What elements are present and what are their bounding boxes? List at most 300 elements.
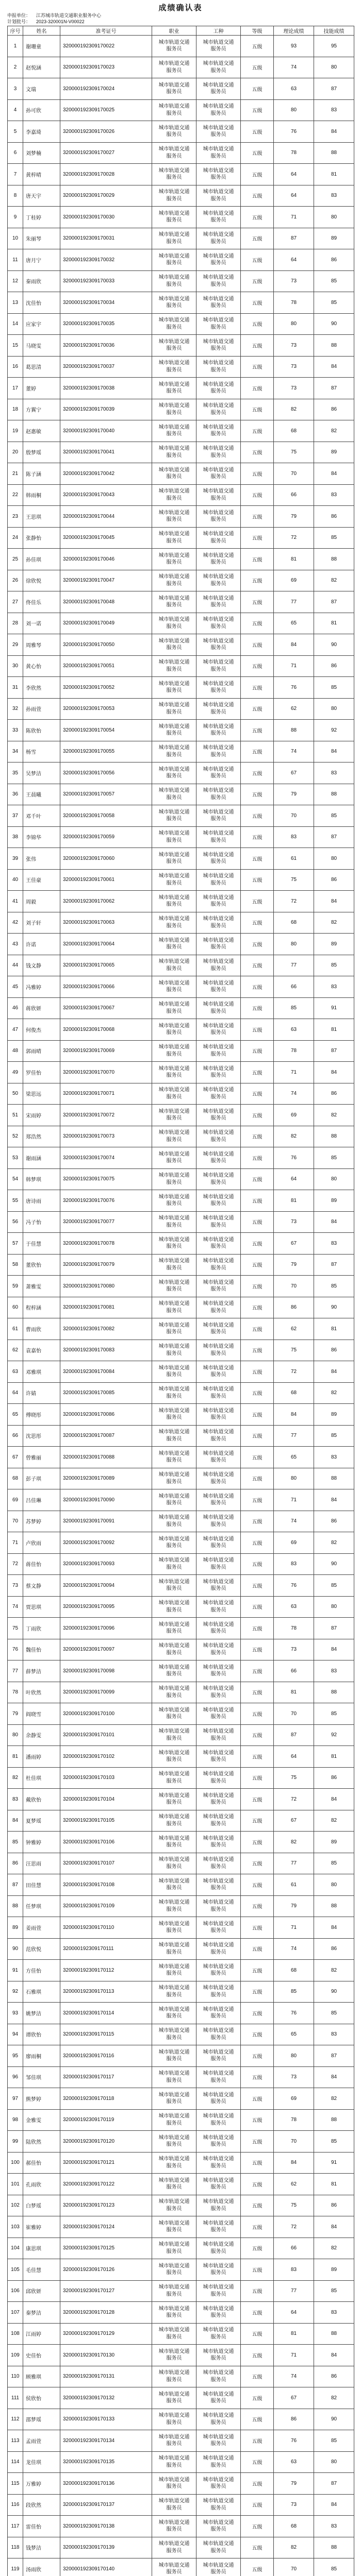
level: 五级	[252, 1733, 262, 1739]
trade-cell	[196, 912, 241, 934]
trade-cell	[196, 2537, 241, 2558]
level-cell	[241, 1660, 274, 1682]
occupation-cell	[152, 142, 196, 164]
trade-cell	[196, 78, 241, 100]
student-name-cell	[23, 1789, 60, 1810]
theory-score: 82	[290, 406, 297, 413]
score-table	[7, 26, 354, 2576]
theory-score-cell	[274, 720, 314, 741]
occupation: 城市轨道交通服务员	[158, 2348, 190, 2362]
student-name-cell	[23, 1660, 60, 1682]
theory-score-cell	[274, 741, 314, 762]
theory-score: 79	[290, 1903, 297, 1909]
exam-id-cell	[60, 2516, 152, 2537]
skill-score: 88	[331, 2331, 337, 2337]
theory-score-cell	[274, 826, 314, 848]
trade-cell	[196, 2216, 241, 2238]
student-name-cell	[23, 2409, 60, 2430]
theory-score: 61	[290, 1882, 297, 1888]
student-name: 陈欣怡	[26, 728, 41, 734]
level: 五级	[252, 1434, 262, 1440]
level: 五级	[252, 899, 262, 905]
level: 五级	[252, 1990, 262, 1996]
trade-cell	[196, 2366, 241, 2387]
student-name: 冯雅婷	[26, 985, 41, 991]
level-cell	[241, 1767, 274, 1789]
theory-score: 71	[290, 2352, 297, 2358]
occupation-cell	[152, 2109, 196, 2131]
occupation: 城市轨道交通服务员	[158, 2156, 190, 2169]
occupation: 城市轨道交通服务员	[158, 1857, 190, 1870]
student-name: 蔡文静	[26, 1583, 41, 1589]
occupation: 城市轨道交通服务员	[158, 1386, 190, 1399]
student-name: 白梦瑶	[26, 2204, 41, 2210]
trade: 城市轨道交通服务员	[203, 1771, 234, 1784]
trade-cell	[196, 270, 241, 292]
level-cell	[241, 356, 274, 378]
theory-score-cell	[274, 2109, 314, 2131]
skill-score-cell	[314, 335, 354, 357]
exam-id: 320000192309170088	[63, 1454, 115, 1460]
theory-score: 87	[290, 1732, 297, 1738]
exam-id-cell	[60, 2302, 152, 2324]
student-name: 李锦华	[26, 835, 41, 841]
row-number: 14	[12, 321, 19, 327]
student-name-cell	[23, 142, 60, 164]
student-name-cell	[23, 2516, 60, 2537]
exam-id-cell	[60, 784, 152, 805]
exam-id-cell	[60, 1660, 152, 1682]
exam-id: 320000192309170121	[63, 2160, 115, 2166]
row-number-cell	[8, 270, 23, 292]
occupation: 城市轨道交通服务员	[158, 1023, 190, 1036]
table-row	[8, 99, 354, 121]
student-name: 陆欣然	[26, 2139, 41, 2145]
level-cell	[241, 1938, 274, 1960]
header-label: 工种	[213, 29, 224, 35]
trade: 城市轨道交通服务员	[203, 1087, 234, 1100]
skill-score-cell	[314, 2280, 354, 2302]
row-number: 113	[11, 2437, 20, 2444]
level: 五级	[252, 814, 262, 820]
skill-score-cell	[314, 1532, 354, 1554]
trade-cell	[196, 1618, 241, 1639]
student-name-cell	[23, 2066, 60, 2088]
theory-score-cell	[274, 2024, 314, 2045]
level-cell	[241, 634, 274, 656]
trade: 城市轨道交通服务员	[203, 125, 234, 138]
student-name: 殷梦瑶	[26, 450, 41, 456]
level: 五级	[252, 1519, 262, 1526]
theory-score: 68	[290, 1390, 297, 1396]
student-name: 朱丽琴	[26, 236, 41, 243]
occupation: 城市轨道交通服务员	[158, 1579, 190, 1592]
trade: 城市轨道交通服务员	[203, 467, 234, 480]
exam-id-cell	[60, 1361, 152, 1383]
table-row	[8, 613, 354, 634]
exam-id-cell	[60, 1511, 152, 1532]
table-row	[8, 826, 354, 848]
exam-id: 320000192309170085	[63, 1390, 115, 1396]
occupation-cell	[152, 1639, 196, 1660]
student-name: 宋雨婷	[26, 1113, 41, 1119]
table-row	[8, 57, 354, 78]
theory-score-cell	[274, 2387, 314, 2409]
theory-score: 82	[290, 1133, 297, 1140]
occupation-cell	[152, 1596, 196, 1618]
level: 五级	[252, 942, 262, 948]
occupation: 城市轨道交通服务员	[158, 1878, 190, 1891]
exam-id: 320000192309170100	[63, 1710, 115, 1717]
skill-score-cell	[314, 1254, 354, 1276]
trade: 城市轨道交通服务员	[203, 1173, 234, 1185]
theory-score-cell	[274, 2473, 314, 2495]
trade-cell	[196, 2280, 241, 2302]
skill-score: 89	[331, 1197, 337, 1204]
header-label: 职业	[169, 29, 179, 35]
trade-cell	[196, 292, 241, 314]
student-name: 孙雨萱	[26, 707, 41, 713]
theory-score-cell	[274, 1489, 314, 1511]
student-name-cell	[23, 1318, 60, 1340]
theory-score: 67	[290, 770, 297, 776]
skill-score-cell	[314, 1468, 354, 1489]
student-name: 杨雪	[26, 750, 36, 756]
theory-score: 79	[290, 1262, 297, 1268]
trade-cell	[196, 1660, 241, 1682]
theory-score: 77	[290, 962, 297, 969]
table-row	[8, 2280, 354, 2302]
occupation-cell	[152, 185, 196, 207]
exam-id-cell	[60, 2088, 152, 2110]
theory-score-cell	[274, 2066, 314, 2088]
occupation-cell	[152, 912, 196, 934]
exam-id: 320000192309170050	[63, 641, 115, 648]
skill-score: 89	[331, 941, 337, 947]
level-cell	[241, 2537, 274, 2558]
skill-score: 86	[331, 406, 337, 413]
level-cell	[241, 1917, 274, 1939]
row-number: 42	[12, 920, 19, 926]
row-number-cell	[8, 549, 23, 570]
table-row	[8, 634, 354, 656]
row-number: 108	[11, 2331, 20, 2337]
level: 五级	[252, 1776, 262, 1782]
skill-score: 87	[331, 834, 337, 840]
theory-score: 78	[290, 1625, 297, 1631]
trade-cell	[196, 613, 241, 634]
trade: 城市轨道交通服务员	[203, 510, 234, 523]
level: 五级	[252, 878, 262, 884]
row-number-cell	[8, 1938, 23, 1960]
table-row	[8, 335, 354, 357]
level: 五级	[252, 835, 262, 841]
student-name: 江雨婷	[26, 2332, 41, 2338]
level: 五级	[252, 1968, 262, 1974]
occupation: 城市轨道交通服务员	[158, 980, 190, 993]
header-label: 姓名	[36, 29, 47, 35]
table-row	[8, 1447, 354, 1468]
header-name	[23, 26, 60, 36]
trade: 城市轨道交通服务员	[203, 1835, 234, 1849]
skill-score: 80	[331, 2459, 337, 2465]
student-name-cell	[23, 2003, 60, 2024]
level: 五级	[252, 2246, 262, 2252]
theory-score-cell	[274, 2238, 314, 2259]
trade-cell	[196, 1639, 241, 1660]
row-number: 44	[12, 962, 19, 969]
row-number-cell	[8, 164, 23, 185]
row-number: 91	[12, 1967, 19, 1973]
trade: 城市轨道交通服务员	[203, 1365, 234, 1378]
row-number-cell	[8, 613, 23, 634]
student-name-cell	[23, 1575, 60, 1597]
trade: 城市轨道交通服务员	[203, 2071, 234, 2083]
occupation: 城市轨道交通服务员	[158, 1450, 190, 1464]
row-number: 116	[11, 2502, 20, 2508]
theory-score-cell	[274, 228, 314, 249]
exam-id-cell	[60, 378, 152, 399]
exam-id-cell	[60, 207, 152, 228]
occupation-cell	[152, 634, 196, 656]
student-name: 邹佳琪	[26, 2075, 41, 2081]
level-cell	[241, 1040, 274, 1062]
table-row	[8, 506, 354, 528]
theory-score-cell	[274, 2045, 314, 2067]
row-number: 29	[12, 641, 19, 648]
skill-score: 89	[331, 1839, 337, 1845]
trade: 城市轨道交通服务员	[203, 232, 234, 245]
skill-score-cell	[314, 292, 354, 314]
skill-score-cell	[314, 2216, 354, 2238]
table-row	[8, 2323, 354, 2345]
exam-id: 320000192309170094	[63, 1582, 115, 1588]
trade: 城市轨道交通服务员	[203, 104, 234, 116]
exam-id: 320000192309170084	[63, 1368, 115, 1375]
level: 五级	[252, 1904, 262, 1910]
row-number: 76	[12, 1647, 19, 1653]
exam-id: 320000192309170074	[63, 1155, 115, 1161]
trade: 城市轨道交通服务员	[203, 2348, 234, 2362]
trade: 城市轨道交通服务员	[203, 1023, 234, 1036]
occupation: 城市轨道交通服务员	[158, 2028, 190, 2041]
exam-id: 320000192309170066	[63, 984, 115, 990]
row-number: 118	[11, 2545, 20, 2551]
skill-score-cell	[314, 720, 354, 741]
row-number: 110	[11, 2374, 20, 2380]
level-cell	[241, 2494, 274, 2516]
row-number: 90	[12, 1946, 19, 1952]
row-number: 61	[12, 1326, 19, 1332]
trade-cell	[196, 420, 241, 442]
level-cell	[241, 1062, 274, 1083]
skill-score-cell	[314, 2537, 354, 2558]
exam-id-cell	[60, 677, 152, 699]
row-number: 33	[12, 727, 19, 733]
exam-id: 320000192309170138	[63, 2523, 115, 2529]
row-number: 63	[12, 1368, 19, 1375]
student-name: 侯欣怡	[26, 2396, 41, 2402]
student-name-cell	[23, 1040, 60, 1062]
table-row	[8, 1832, 354, 1853]
student-name: 冯子怡	[26, 1220, 41, 1226]
theory-score: 70	[290, 2566, 297, 2572]
theory-score: 88	[290, 727, 297, 733]
trade: 城市轨道交通服务员	[203, 2327, 234, 2340]
student-name: 崔雅婷	[26, 2225, 41, 2231]
level-cell	[241, 1724, 274, 1746]
student-name: 钟雅婷	[26, 1840, 41, 1846]
occupation: 城市轨道交通服务员	[158, 1130, 190, 1143]
student-name: 赵惠敏	[26, 429, 41, 435]
exam-id-cell	[60, 869, 152, 891]
row-number: 100	[11, 2160, 20, 2166]
student-name-cell	[23, 2238, 60, 2259]
student-name: 汪思雨	[26, 1861, 41, 1868]
occupation: 城市轨道交通服务员	[158, 1835, 190, 1849]
student-name: 秦梦洁	[26, 2310, 41, 2316]
row-number: 102	[11, 2202, 20, 2209]
student-name: 顾雅琪	[26, 2375, 41, 2381]
skill-score-cell	[314, 997, 354, 1019]
level: 五级	[252, 258, 262, 264]
trade-cell	[196, 1297, 241, 1318]
level-cell	[241, 1853, 274, 1874]
row-number-cell	[8, 1126, 23, 1147]
header-label: 准考证号	[95, 29, 117, 35]
row-number: 73	[12, 1582, 19, 1588]
level: 五级	[252, 750, 262, 756]
student-name: 史佳怡	[26, 2353, 41, 2359]
student-name-cell	[23, 2302, 60, 2324]
occupation-cell	[152, 164, 196, 185]
occupation-cell	[152, 1938, 196, 1960]
skill-score-cell	[314, 1340, 354, 1361]
student-name: 李嘉琦	[26, 129, 41, 135]
exam-id-cell	[60, 720, 152, 741]
student-name-cell	[23, 720, 60, 741]
table-row	[8, 1489, 354, 1511]
row-number-cell	[8, 976, 23, 998]
theory-score: 67	[290, 1818, 297, 1824]
exam-id: 320000192309170095	[63, 1604, 115, 1610]
student-name-cell	[23, 2323, 60, 2345]
header-skill-score	[314, 26, 354, 36]
skill-score: 83	[331, 2523, 337, 2529]
occupation-cell	[152, 2195, 196, 2216]
exam-id-cell	[60, 1853, 152, 1874]
trade: 城市轨道交通服务员	[203, 1386, 234, 1399]
occupation: 城市轨道交通服务员	[158, 1002, 190, 1014]
student-name-cell	[23, 2045, 60, 2067]
level-cell	[241, 185, 274, 207]
student-name-cell	[23, 848, 60, 870]
exam-id: 320000192309170068	[63, 1026, 115, 1032]
row-number-cell	[8, 1682, 23, 1703]
student-name-cell	[23, 1960, 60, 1981]
row-number-cell	[8, 1276, 23, 1297]
level: 五级	[252, 2161, 262, 2167]
trade-cell	[196, 2024, 241, 2045]
skill-score-cell	[314, 313, 354, 335]
skill-score: 84	[331, 749, 337, 755]
student-name-cell	[23, 313, 60, 335]
row-number: 80	[12, 1732, 19, 1738]
skill-score-cell	[314, 1810, 354, 1832]
trade-cell	[196, 955, 241, 976]
theory-score: 67	[290, 1240, 297, 1246]
row-number: 115	[11, 2480, 20, 2486]
skill-score-cell	[314, 934, 354, 955]
trade: 城市轨道交通服务员	[203, 446, 234, 459]
theory-score-cell	[274, 1810, 314, 1832]
theory-score-cell	[274, 549, 314, 570]
theory-score-cell	[274, 399, 314, 420]
exam-id: 320000192309170139	[63, 2545, 115, 2551]
level: 五级	[252, 728, 262, 734]
skill-score: 84	[331, 470, 337, 477]
skill-score: 91	[331, 1005, 337, 1011]
level-cell	[241, 1596, 274, 1618]
skill-score-cell	[314, 805, 354, 827]
skill-score: 87	[331, 1048, 337, 1054]
row-number-cell	[8, 420, 23, 442]
row-number: 52	[12, 1133, 19, 1140]
student-name: 金雅雯	[26, 2118, 41, 2124]
level: 五级	[252, 1070, 262, 1076]
row-number: 48	[12, 1048, 19, 1054]
occupation-cell	[152, 1468, 196, 1489]
trade-cell	[196, 2494, 241, 2516]
level: 五级	[252, 1348, 262, 1354]
theory-score-cell	[274, 2216, 314, 2238]
student-name: 王晨曦	[26, 792, 41, 799]
row-number: 11	[12, 257, 18, 263]
theory-score-cell	[274, 1596, 314, 1618]
row-number-cell	[8, 378, 23, 399]
occupation: 城市轨道交通服务员	[158, 1750, 190, 1763]
theory-score: 82	[290, 2545, 297, 2551]
occupation-cell	[152, 1083, 196, 1105]
trade-cell	[196, 1168, 241, 1190]
theory-score: 73	[290, 1647, 297, 1653]
exam-id: 320000192309170034	[63, 299, 115, 306]
trade: 城市轨道交通服务员	[203, 531, 234, 544]
table-row	[8, 1105, 354, 1126]
skill-score: 82	[331, 1818, 337, 1824]
occupation: 城市轨道交通服务员	[158, 488, 190, 501]
row-number: 1	[13, 43, 17, 49]
level-cell	[241, 2024, 274, 2045]
theory-score-cell	[274, 1468, 314, 1489]
skill-score: 83	[331, 1240, 337, 1246]
trade: 城市轨道交通服务员	[203, 937, 234, 951]
trade: 城市轨道交通服务员	[203, 1579, 234, 1592]
theory-score: 66	[290, 492, 297, 498]
table-row	[8, 2494, 354, 2516]
occupation: 城市轨道交通服务员	[158, 2519, 190, 2533]
student-name: 邓雅琪	[26, 1369, 41, 1376]
exam-id: 320000192309170113	[63, 1989, 114, 1995]
skill-score-cell	[314, 1511, 354, 1532]
student-name-cell	[23, 2152, 60, 2174]
row-number-cell	[8, 1639, 23, 1660]
theory-score-cell	[274, 2366, 314, 2387]
level-cell	[241, 2088, 274, 2110]
trade: 城市轨道交通服务员	[203, 831, 234, 843]
trade-cell	[196, 1703, 241, 1725]
trade-cell	[196, 1489, 241, 1511]
